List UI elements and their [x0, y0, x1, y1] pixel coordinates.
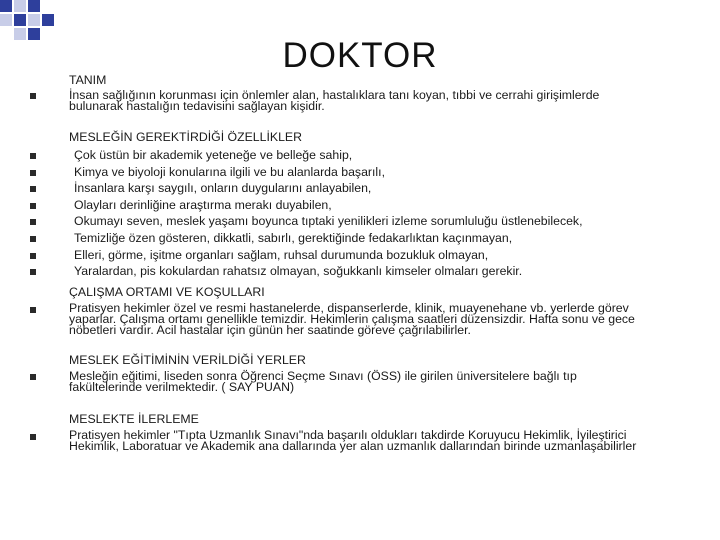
section-heading: ÇALIŞMA ORTAMI VE KOŞULLARI: [69, 285, 265, 299]
bullet-icon: [30, 236, 36, 242]
section-heading: MESLEKTE İLERLEME: [69, 412, 199, 426]
list-item: Elleri, görme, işitme organları sağlam, ruhsal durumunda bozukluk olmayan,: [74, 248, 489, 262]
section-body: [69, 371, 679, 393]
body-line: Pratisyen hekimler "Tıpta Uzmanlık Sınavı"nda başarılı oldukları takdirde Koruyucu Hekimlik, İyileştirici: [69, 428, 627, 442]
section-body: [69, 430, 679, 452]
body-line: Mesleğin eğitimi, liseden sonra Öğrenci Seçme Sınavı (ÖSS) ile girilen üniversitelere bağlı tıp: [69, 369, 577, 383]
section-heading: MESLEĞİN GEREKTİRDİĞİ ÖZELLİKLER: [69, 130, 303, 144]
bullet-icon: [30, 307, 36, 313]
list-item: Yaralardan, pis kokulardan rahatsız olmayan, soğukkanlı kimseler olmaları gerekir.: [74, 264, 523, 278]
list-item: Okumayı seven, meslek yaşamı boyunca tıptaki yenilikleri izleme sorumluluğu üstlenebilecek,: [74, 214, 583, 228]
bullet-icon: [30, 219, 36, 225]
list-item: Çok üstün bir akademik yeteneğe ve belleğe sahip,: [74, 148, 353, 162]
bullet-icon: [30, 186, 36, 192]
bullet-icon: [30, 374, 36, 380]
body-line: Hekimlik, Laboratuar ve Akademik ana dallarında yer alan uzmanlık dallarından birinde uzmanlaşabilirler: [69, 439, 637, 453]
bullet-icon: [30, 203, 36, 209]
list-item: Temizliğe özen gösteren, dikkatli, sabırlı, gerektiğinde fedakarlıktan kaçınmayan,: [74, 231, 513, 245]
bullet-icon: [30, 93, 36, 99]
body-line: bulunarak hastalığın tedavisini sağlayan kişidir.: [69, 99, 325, 113]
section-body: [69, 303, 679, 336]
body-line: nöbetleri vardır. Acil hastalar için günün her saatinde göreve çağrılabilirler.: [69, 323, 471, 337]
body-line: yaparlar. Çalışma ortamı genellikle temizdir. Hekimlerin çalışma saatleri düzensizdir. Hafta sonu ve gece: [69, 312, 635, 326]
section-heading: TANIM: [69, 73, 107, 87]
bullet-icon: [30, 434, 36, 440]
bullet-icon: [30, 269, 36, 275]
section-heading: MESLEK EĞİTİMİNİN VERİLDİĞİ YERLER: [69, 353, 306, 367]
body-line: fakültelerinde verilmektedir. ( SAY PUAN): [69, 380, 295, 394]
list-item: Kimya ve biyoloji konularına ilgili ve bu alanlarda başarılı,: [74, 165, 386, 179]
corner-decoration: [0, 0, 60, 50]
page-title: DOKTOR: [282, 36, 438, 75]
body-line: İnsan sağlığının korunması için önlemler alan, hastalıklara tanı koyan, tıbbi ve cerrahi girişimlerde: [69, 88, 600, 102]
body-line: Pratisyen hekimler özel ve resmi hastanelerde, dispanserlerde, klinik, muayenehane vb. yerlerde görev: [69, 301, 629, 315]
list-item: Olayları derinliğine araştırma merakı duyabilen,: [74, 198, 332, 212]
bullet-icon: [30, 153, 36, 159]
bullet-icon: [30, 170, 36, 176]
section-body: [69, 90, 679, 112]
bullet-icon: [30, 253, 36, 259]
list-item: İnsanlara karşı saygılı, onların duygularını anlayabilen,: [74, 181, 372, 195]
